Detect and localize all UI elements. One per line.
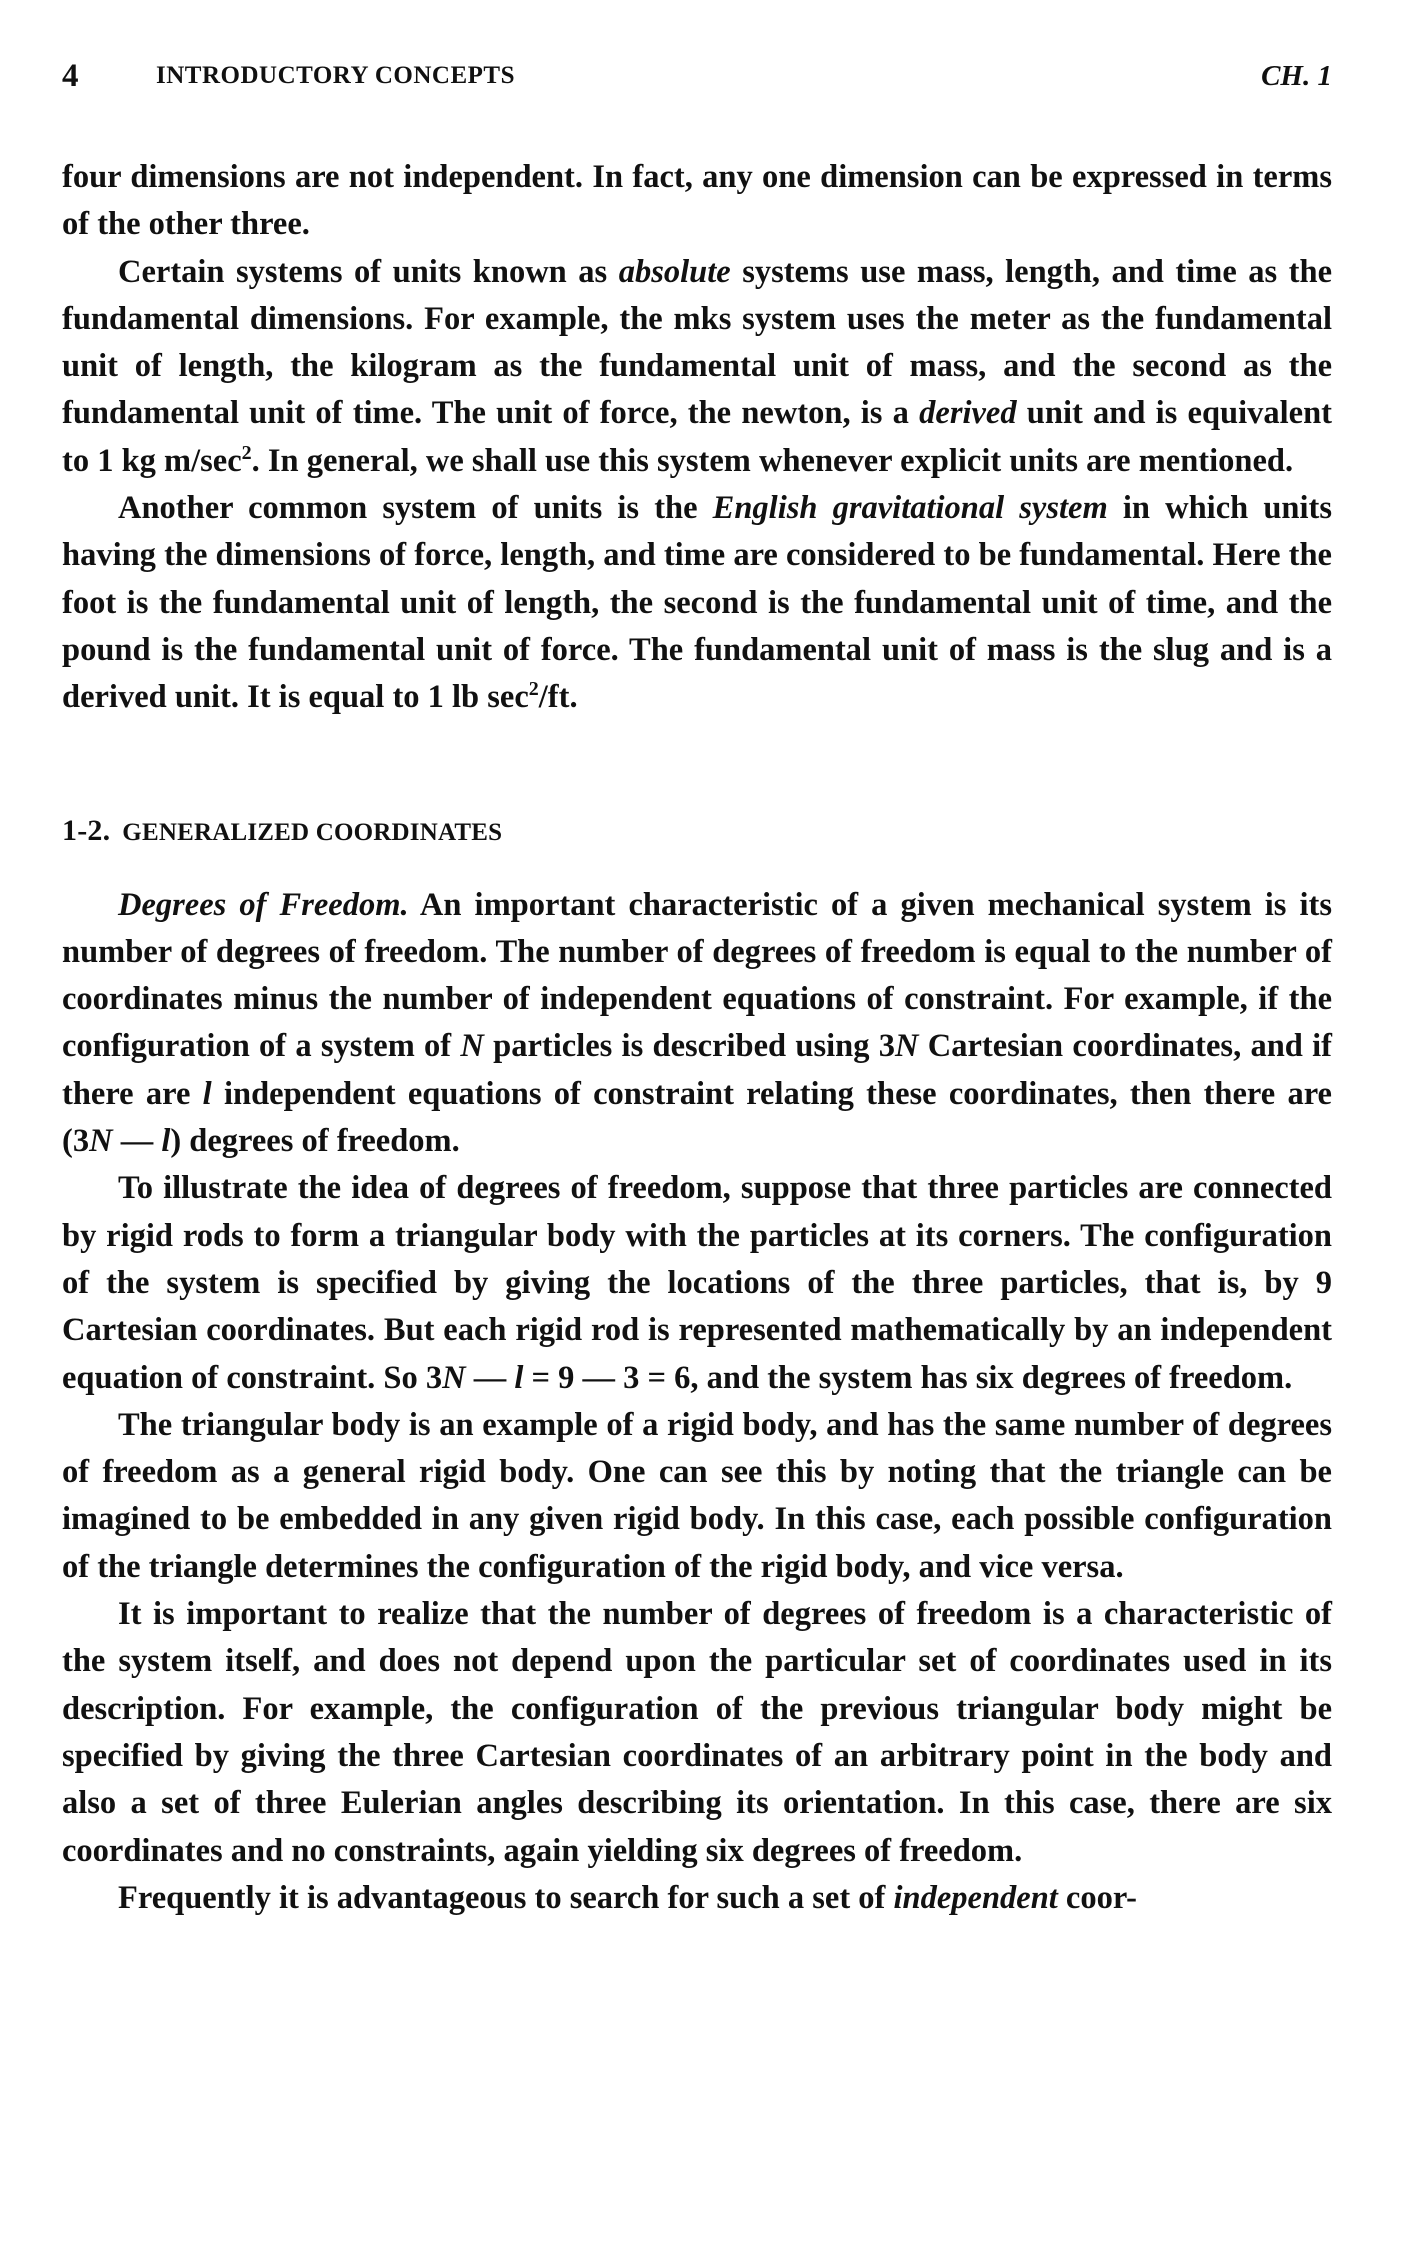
section-number: 1-2. <box>62 813 111 847</box>
superscript: 2 <box>528 678 539 701</box>
paragraph <box>62 485 1332 721</box>
superscript: 2 <box>241 441 252 464</box>
text-run: ) degrees of freedom. <box>170 1123 460 1160</box>
section-heading <box>62 814 1332 848</box>
text-run: An important characteristic of a given mechanical system is its number of degrees of freedom. The number of degrees of freedom is equal to the number of coordinates minus the number of independent equations of constraint. For example, if the configuration of a system of <box>62 886 1332 1065</box>
text-run: Frequently it is advantageous to search for such a set of <box>118 1879 894 1916</box>
text-run: derived <box>919 395 1017 432</box>
paragraph <box>62 1165 1332 1401</box>
text-run: l <box>202 1075 212 1112</box>
text-run: coor- <box>1057 1879 1137 1916</box>
text-run: To illustrate the idea of degrees of freedom, suppose that three particles are connected by rigid rods to form a triangular body with the particles at its corners. The configuration of the system is specified by giving the locations of the three particles, that is, by 9 Cartesian coordinates. But each rigid rod is represented mathematically by an independent equation of constraint. So 3 <box>62 1170 1332 1396</box>
text-run: = 9 — 3 = 6, and the system has six degrees of freedom. <box>523 1359 1293 1396</box>
text-run: English gravitational system <box>712 490 1108 527</box>
paragraph <box>62 154 1332 249</box>
body-text <box>62 154 1332 1922</box>
paragraph <box>62 1875 1332 1922</box>
text-run: . In general, we shall use this system whenever explicit units are mentioned. <box>251 442 1294 479</box>
text-run: N <box>460 1028 484 1065</box>
text-run: independent <box>893 1879 1058 1916</box>
text-run: independent equations of constraint relating these coordinates, then there are (3 <box>62 1075 1332 1160</box>
page-number: 4 <box>62 58 79 94</box>
paragraph <box>62 1591 1332 1875</box>
text-run: four dimensions are not independent. In fact, any one dimension can be expressed in terms of the other three. <box>62 159 1332 243</box>
run-in-heading: Degrees of Freedom. <box>118 886 409 923</box>
text-run: l <box>514 1359 524 1396</box>
text-run: N <box>894 1028 919 1065</box>
text-run: /ft. <box>538 679 578 716</box>
section-title: GENERALIZED COORDINATES <box>122 818 503 846</box>
text-run: N <box>442 1359 466 1396</box>
running-head <box>62 58 1332 98</box>
text-run: Cartesian coordinates, and if there are <box>62 1028 1332 1112</box>
text-run: — <box>112 1123 162 1160</box>
text-run: particles is described using 3 <box>483 1028 895 1065</box>
running-head-title: INTRODUCTORY CONCEPTS <box>156 62 515 89</box>
book-page <box>62 58 1332 1922</box>
text-run: unit and is equivalent to 1 kg m/sec <box>62 395 1332 479</box>
paragraph <box>62 882 1332 1166</box>
text-run: Certain systems of units known as <box>118 253 619 290</box>
text-run: The triangular body is an example of a rigid body, and has the same number of degrees of freedom as a general rigid body. One can see this by noting that the triangle can be imagined to be embedded in any given rigid body. In this case, each possible configuration of the triangle determines the configuration of the rigid body, and vice versa. <box>62 1406 1332 1585</box>
chapter-label: CH. 1 <box>1261 60 1332 92</box>
text-run: absolute <box>618 253 731 290</box>
text-run: in which units having the dimensions of force, length, and time are considered to be fundamental. Here the foot is the fundamental unit of length, the second is the fundamental unit of time, and the pound is the fundamental unit of force. The fundamental unit of mass is the slug and is a derived unit. It is equal to 1 lb sec <box>62 490 1332 716</box>
text-run: l <box>161 1123 171 1160</box>
text-run: It is important to realize that the number of degrees of freedom is a characteristic of the system itself, and does not depend upon the particular set of coordinates used in its description. For example, the configuration of the previous triangular body might be specified by giving the three Cartesian coordinates of an arbitrary point in the body and also a set of three Eulerian angles describing its orientation. In this case, there are six coordinates and no constraints, again yielding six degrees of freedom. <box>62 1596 1332 1869</box>
text-run: — <box>465 1359 515 1396</box>
text-run: N <box>89 1123 113 1160</box>
text-run: systems use mass, length, and time as the fundamental dimensions. For example, the mks system uses the meter as the fundamental unit of length, the kilogram as the fundamental unit of mass, and the second as the fundamental unit of time. The unit of force, the newton, is a <box>62 253 1333 432</box>
paragraph <box>62 249 1332 485</box>
paragraph <box>62 1402 1332 1591</box>
text-run: Another common system of units is the <box>118 490 713 527</box>
